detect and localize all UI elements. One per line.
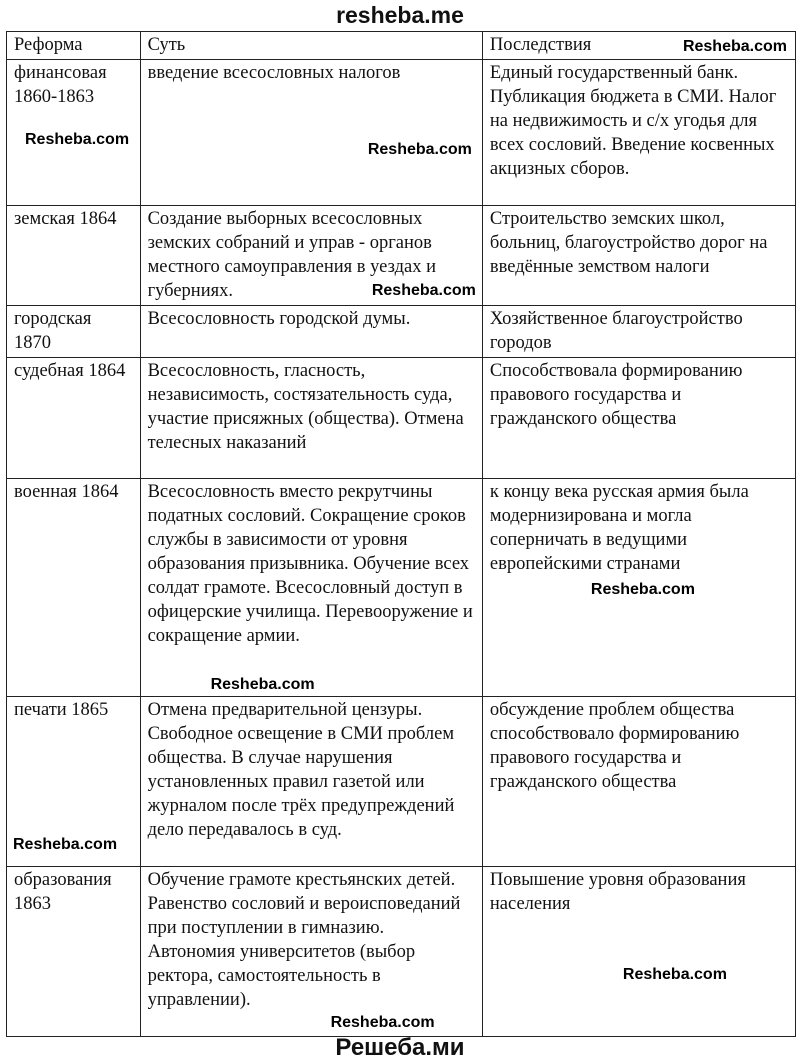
essence-cell: Создание выборных всесословных земских собраний и управ - органов местного самоуправления в уездах и губерниях. Resheba.com — [140, 206, 482, 306]
column-header-consequences: Последствия Resheba.com — [482, 32, 795, 60]
table-row — [7, 206, 796, 306]
consequences-cell: Строительство земских школ, больниц, благоустройство дорог на введённые земством налоги — [482, 206, 795, 306]
consequences-cell: Хозяйственное благоустройство городов — [482, 306, 795, 358]
watermark: Resheba.com — [682, 38, 787, 55]
site-header: resheba.me — [336, 2, 464, 28]
watermark: Resheba.com — [622, 966, 727, 983]
essence-cell: Всесословность вместо рекрутчины податных сословий. Сокращение сроков службы в зависимости от уровня образования призывника. Обучение всех солдат грамоте. Всесословный доступ в офицерские училища. Перевооружение и сокращение армии. Resheba.com — [140, 479, 482, 697]
table-row — [7, 358, 796, 479]
watermark: Resheba.com — [371, 282, 476, 299]
watermark: Resheba.com — [25, 131, 130, 148]
watermark: Resheba.com — [13, 836, 118, 853]
essence-cell: Отмена предварительной цензуры. Свободное освещение в СМИ проблем общества. В случае нарушения установленных правил газетой или журналом после трёх предупреждений дело передавалось в суд. — [140, 697, 482, 867]
table-row — [7, 867, 796, 1037]
reform-cell: судебная 1864 — [7, 358, 141, 479]
reforms-table — [6, 31, 796, 1037]
watermark: Resheba.com — [367, 141, 472, 158]
table-header-row — [7, 32, 796, 60]
essence-cell: Всесословность городской думы. — [140, 306, 482, 358]
reform-cell: военная 1864 — [7, 479, 141, 697]
column-header-reform: Реформа — [7, 32, 141, 60]
watermark: Resheba.com — [330, 1014, 435, 1031]
watermark: Resheba.com — [210, 676, 315, 693]
table-row — [7, 60, 796, 206]
reform-cell: городская 1870 — [7, 306, 141, 358]
watermark: Resheba.com — [590, 581, 695, 598]
reform-cell: земская 1864 — [7, 206, 141, 306]
reform-cell: образования 1863 — [7, 867, 141, 1037]
essence-cell: введение всесословных налогов Resheba.com — [140, 60, 482, 206]
reform-cell: финансовая 1860-1863 Resheba.com — [7, 60, 141, 206]
consequences-cell: Единый государственный банк. Публикация бюджета в СМИ. Налог на недвижимость и с/х угодья для всех сословий. Введение косвенных акцизных сборов. — [482, 60, 795, 206]
consequences-cell: к концу века русская армия была модернизирована и могла соперничать в ведущими европейскими странами Resheba.com — [482, 479, 795, 697]
site-footer: Решеба.ми — [335, 1034, 465, 1061]
table-row — [7, 479, 796, 697]
essence-cell: Обучение грамоте крестьянских детей. Равенство сословий и вероисповеданий при поступлении в гимназию. Автономия университетов (выбор ректора, самостоятельность в управлении). Resheba.com — [140, 867, 482, 1037]
table-row — [7, 697, 796, 867]
consequences-cell: обсуждение проблем общества способствовало формированию правового государства и гражданского общества — [482, 697, 795, 867]
reform-cell: печати 1865 Resheba.com — [7, 697, 141, 867]
column-header-essence: Суть — [140, 32, 482, 60]
consequences-cell: Повышение уровня образования населения Resheba.com — [482, 867, 795, 1037]
table-row — [7, 306, 796, 358]
essence-cell: Всесословность, гласность, независимость, состязательность суда, участие присяжных (общества). Отмена телесных наказаний — [140, 358, 482, 479]
consequences-cell: Способствовала формированию правового государства и гражданского общества — [482, 358, 795, 479]
